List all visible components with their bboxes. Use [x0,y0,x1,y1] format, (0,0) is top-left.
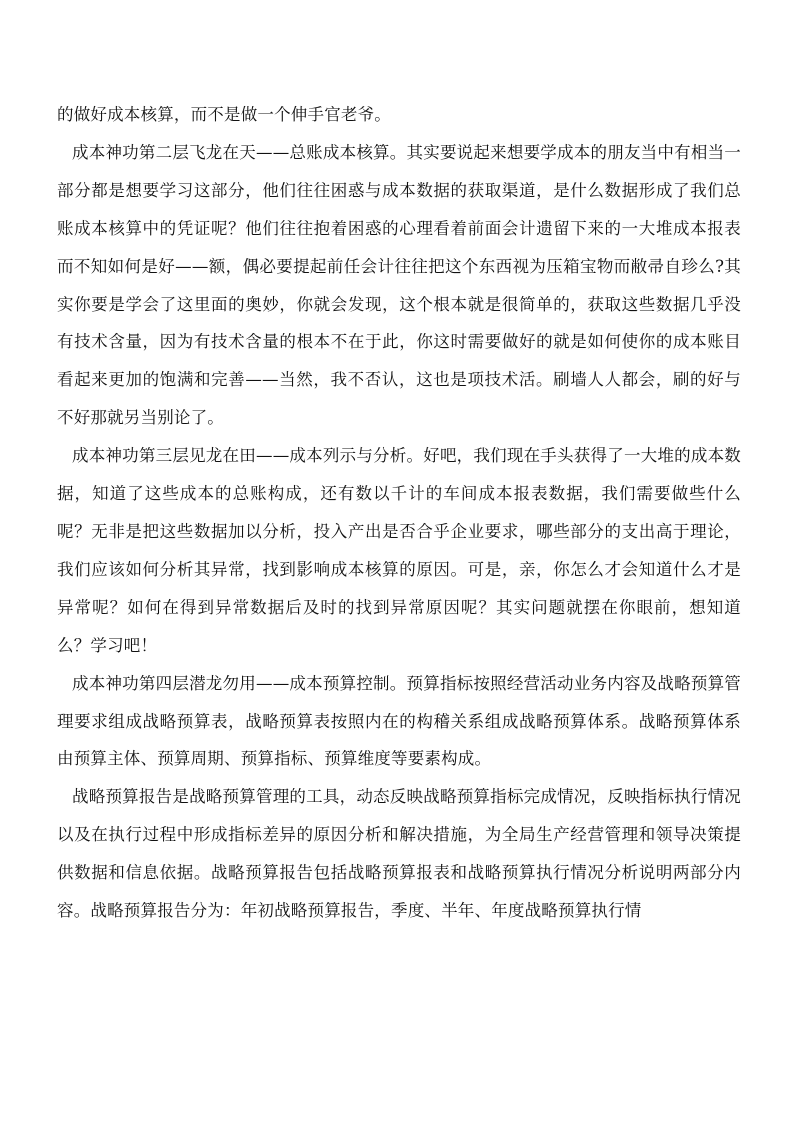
document-page [57,96,741,930]
paragraph-3: 成本神功第三层见龙在田——成本列示与分析。好吧，我们现在手头获得了一大堆的成本数据，知道了这些成本的总账构成，还有数以千计的车间成本报表数据，我们需要做些什么呢？无非是把这些数据加以分析，投入产出是否合乎企业要求，哪些部分的支出高于理论，我们应该如何分析其异常，找到影响成本核算的原因。可是，亲，你怎么才会知道什么才是异常呢？如何在得到异常数据后及时的找到异常原因呢？其实问题就摆在你眼前，想知道么？学习吧！ [57,446,741,655]
paragraph-1: 的做好成本核算，而不是做一个伸手官老爷。 [57,105,391,124]
paragraph-2: 成本神功第二层飞龙在天——总账成本核算。其实要说起来想要学成本的朋友当中有相当一部分都是想要学习这部分，他们往往困惑与成本数据的获取渠道，是什么数据形成了我们总账成本核算中的凭证呢？他们往往抱着困惑的心理看着前面会计遗留下来的一大堆成本报表而不知如何是好——额，偶必要提起前任会计往往把这个东西视为压箱宝物而敝帚自珍么?其实你要是学会了这里面的奥妙，你就会发现，这个根本就是很简单的，获取这些数据几乎没有技术含量，因为有技术含量的根本不在于此，你这时需要做好的就是如何使你的成本账目看起来更加的饱满和完善——当然，我不否认，这也是项技术活。刷墙人人都会，刷的好与不好那就另当别论了。 [57,142,741,428]
paragraph-5: 战略预算报告是战略预算管理的工具，动态反映战略预算指标完成情况，反映指标执行情况以及在执行过程中形成指标差异的原因分析和解决措施，为全局生产经营管理和领导决策提供数据和信息依据。战略预算报告包括战略预算报表和战略预算执行情况分析说明两部分内容。战略预算报告分为：年初战略预算报告，季度、半年、年度战略预算执行情 [57,787,741,921]
paragraph-4: 成本神功第四层潜龙勿用——成本预算控制。预算指标按照经营活动业务内容及战略预算管理要求组成战略预算表，战略预算表按照内在的构稽关系组成战略预算体系。战略预算体系由预算主体、预算周期、预算指标、预算维度等要素构成。 [57,673,741,769]
